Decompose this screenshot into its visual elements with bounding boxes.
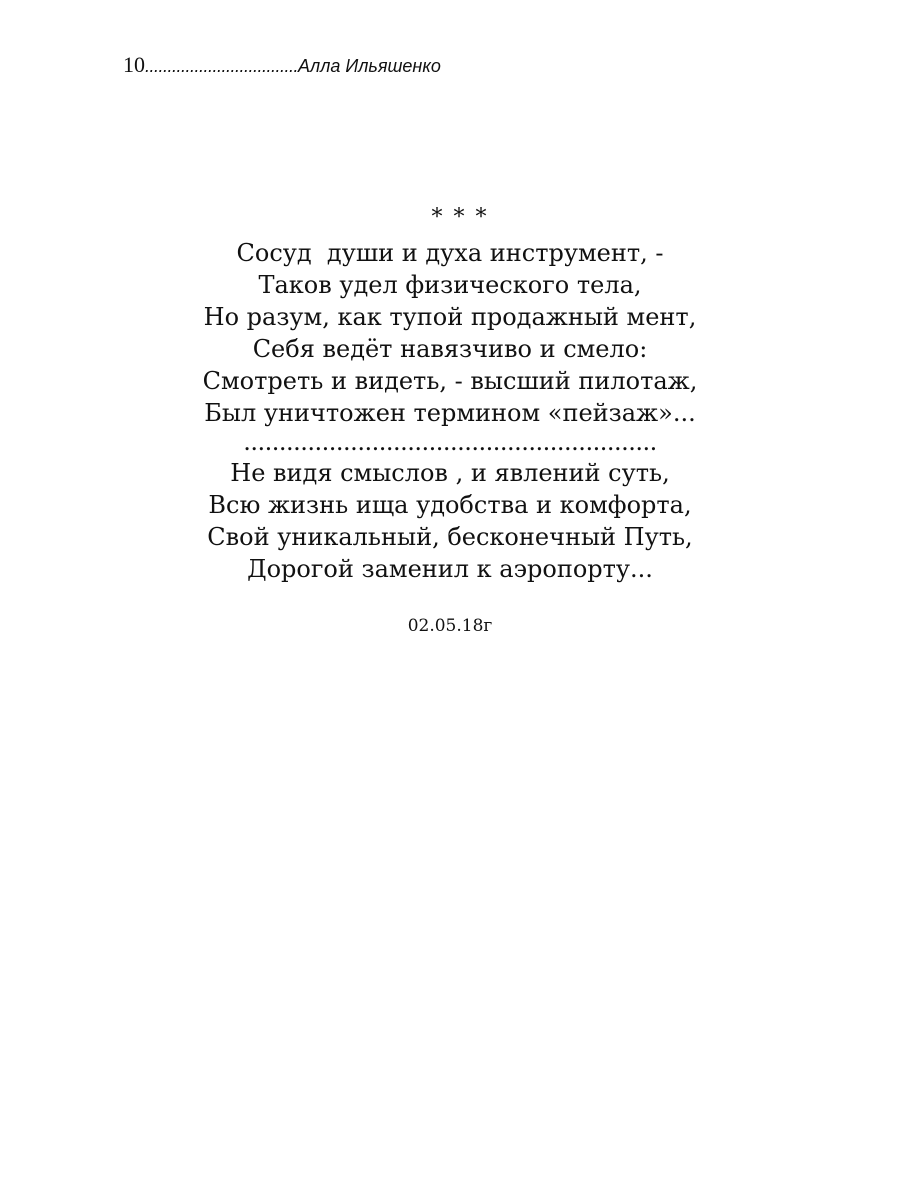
poem-stanza-1 (0, 237, 900, 429)
poem-title-stars: * * * (431, 205, 489, 230)
poem-line: Всю жизнь ища удобства и комфорта, (208, 491, 692, 519)
running-header (123, 54, 441, 76)
poem-stanza-2 (0, 457, 900, 585)
header-leader-dots: .................................. (145, 56, 299, 76)
poem-line: Себя ведёт навязчиво и смело: (252, 335, 648, 363)
poem-line: Сосуд души и духа инструмент, - (236, 239, 664, 267)
poem-line: Смотреть и видеть, - высший пилотаж, (202, 367, 698, 395)
poem-line: Дорогой заменил к аэропорту... (247, 555, 653, 583)
header-author: Алла Ильяшенко (298, 56, 441, 76)
poem-line: Был уничтожен термином «пейзаж»... (204, 399, 696, 427)
poem-separator-dots: .......................................................... (243, 428, 657, 456)
poem-date: 02.05.18г (407, 616, 493, 636)
poem-line: Свой уникальный, бесконечный Путь, (207, 523, 693, 551)
page-number: 10 (123, 52, 145, 77)
poem-line: Но разум, как тупой продажный мент, (203, 303, 697, 331)
poem-line: Не видя смыслов , и явлений суть, (230, 459, 670, 487)
poem (0, 205, 900, 637)
poem-line: Таков удел физического тела, (258, 271, 642, 299)
